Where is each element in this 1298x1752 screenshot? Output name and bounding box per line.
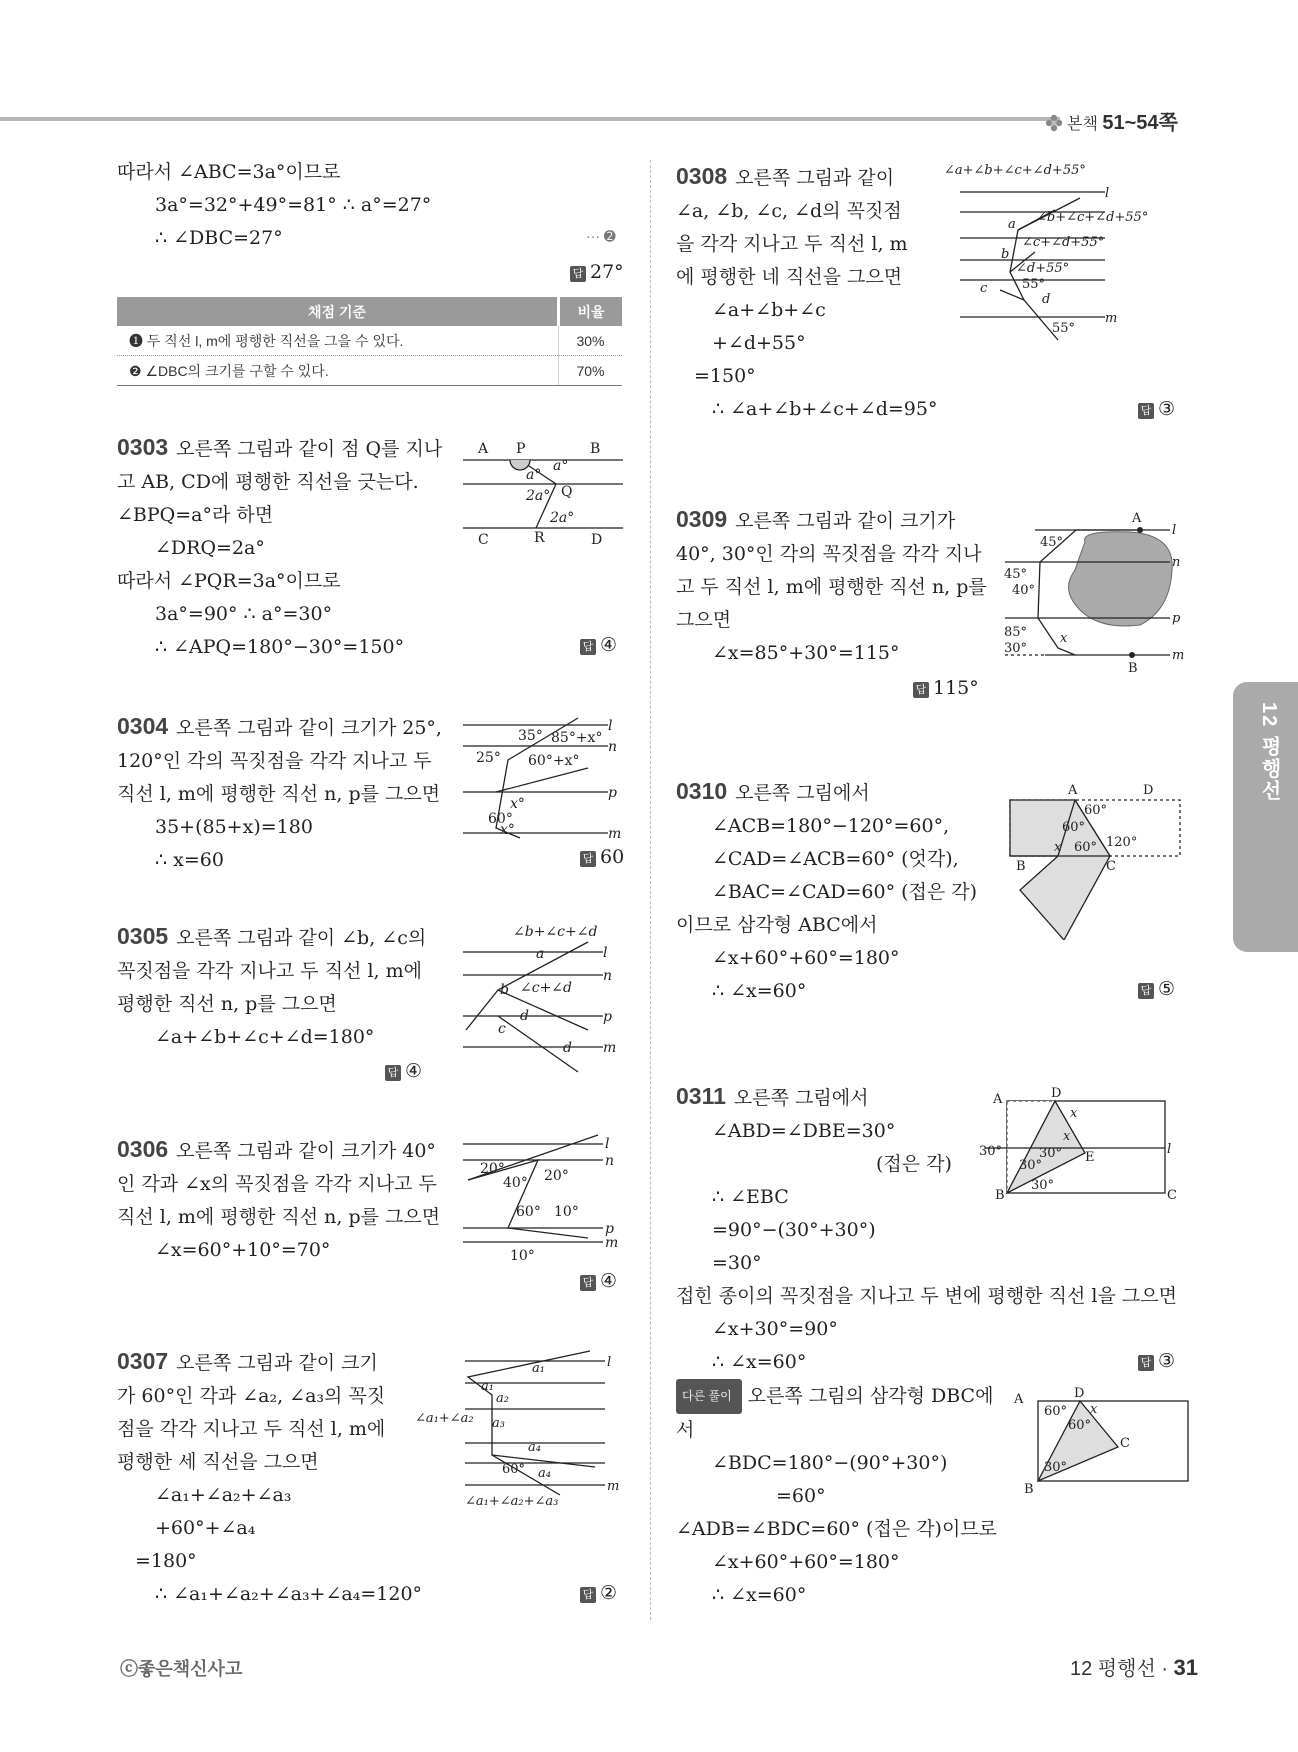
fig-label: a° bbox=[553, 458, 569, 474]
text-line: ∠CAD=∠ACB=60° (엇각), bbox=[712, 848, 959, 870]
problem-number: 0305 bbox=[117, 923, 169, 949]
problem-number: 0310 bbox=[676, 778, 728, 804]
text-line: ∠BPQ=a°라 하면 bbox=[117, 504, 274, 526]
text-line: 120°인 각의 꼭짓점을 각각 지나고 두 bbox=[117, 750, 432, 772]
fig-label: n bbox=[603, 968, 613, 984]
text-line: 3a°=90° ∴ a°=30° bbox=[155, 603, 333, 625]
text-line: 오른쪽 그림과 같이 bbox=[735, 167, 895, 189]
fig-label: C bbox=[1120, 1436, 1130, 1451]
fig-label: p bbox=[605, 1221, 614, 1237]
fig-label: D bbox=[1051, 1086, 1062, 1101]
answer-value: ③ bbox=[1158, 1350, 1176, 1372]
text-line: 고 두 직선 l, m에 평행한 직선 n, p를 bbox=[676, 576, 987, 598]
fig-label: 20° bbox=[544, 1168, 569, 1184]
figure-0311-main bbox=[975, 1085, 1190, 1205]
fig-label: A bbox=[1014, 1392, 1024, 1407]
column-divider bbox=[650, 160, 651, 1620]
fig-label: B bbox=[1128, 661, 1138, 676]
fig-label: 40° bbox=[1012, 583, 1036, 598]
fig-label: A bbox=[1068, 783, 1078, 798]
point-b bbox=[1129, 652, 1135, 658]
table-header-row bbox=[117, 297, 622, 326]
page-number: 31 bbox=[1173, 1655, 1199, 1680]
fig-label: 60°+x° bbox=[528, 753, 580, 769]
text-line: 서 bbox=[676, 1419, 695, 1441]
text-line: 이므로 삼각형 ABC에서 bbox=[676, 914, 878, 936]
fig-label: c bbox=[498, 1021, 506, 1037]
fig-label: 30° bbox=[1004, 641, 1028, 656]
fig-label: 2a° bbox=[526, 488, 551, 504]
fig-label: m bbox=[603, 1040, 617, 1056]
problem-number: 0308 bbox=[676, 163, 728, 189]
text-line: 고 AB, CD에 평행한 직선을 긋는다. bbox=[117, 471, 419, 493]
fig-label: B bbox=[1016, 859, 1026, 874]
fig-label: 30° bbox=[1039, 1146, 1063, 1161]
fig-label: 2a° bbox=[550, 510, 575, 526]
text-line: ∴ ∠x=60° bbox=[712, 1351, 807, 1373]
fig-label: a bbox=[536, 946, 545, 962]
fig-label: x° bbox=[500, 822, 515, 838]
fig-label: Q bbox=[561, 484, 573, 500]
text-line: 오른쪽 그림에서 bbox=[735, 782, 870, 804]
fig-label: a₄ bbox=[538, 1466, 551, 1481]
chapter-tab bbox=[1233, 682, 1298, 952]
text-line: ∠DRQ=2a° bbox=[155, 537, 265, 559]
table-cell: 70% bbox=[559, 356, 623, 386]
text-line: 직선 l, m에 평행한 직선 n, p를 그으면 bbox=[117, 783, 441, 805]
problem-0308-solution bbox=[676, 160, 937, 426]
answer-value: ③ bbox=[1158, 398, 1176, 420]
fig-label: a₃ bbox=[492, 1416, 505, 1431]
fig-label: d bbox=[563, 1040, 572, 1056]
text-line: +∠d+55° bbox=[712, 332, 806, 354]
answer-value: ② bbox=[600, 1582, 618, 1604]
fig-label: P bbox=[516, 441, 526, 457]
text-line: 평행한 직선 n, p를 그으면 bbox=[117, 993, 337, 1015]
answer-icon: 답 bbox=[570, 266, 586, 282]
fig-label: x bbox=[1063, 1129, 1071, 1144]
fig-label: D bbox=[1143, 783, 1154, 798]
answer-icon: 답 bbox=[580, 639, 596, 655]
fig-label: 60° bbox=[1044, 1404, 1068, 1419]
answer-0306 bbox=[580, 1270, 617, 1292]
text-line: ∠a+∠b+∠c bbox=[712, 299, 826, 321]
header-rule bbox=[0, 117, 1060, 121]
answer-icon: 답 bbox=[913, 682, 929, 698]
problem-number: 0309 bbox=[676, 506, 728, 532]
fig-label: 60° bbox=[1084, 803, 1108, 818]
answer-icon: 답 bbox=[385, 1065, 401, 1081]
text-line: 을 각각 지나고 두 직선 l, m bbox=[676, 233, 908, 255]
text-line: ∠x=60°+10°=70° bbox=[155, 1239, 331, 1261]
fig-label: 55° bbox=[1052, 321, 1076, 336]
fig-label: l bbox=[607, 1355, 612, 1370]
problem-0310-solution bbox=[676, 775, 977, 1008]
ref-prefix: 본책 bbox=[1067, 116, 1103, 133]
fig-label: 120° bbox=[1106, 835, 1138, 850]
answer-icon: 답 bbox=[580, 1275, 596, 1291]
table-header: 채점 기준 bbox=[117, 297, 559, 326]
text-line: =60° bbox=[776, 1485, 826, 1507]
text-line: ∴ ∠x=60° bbox=[712, 980, 807, 1002]
text-line: 오른쪽 그림과 같이 크기가 25°, bbox=[176, 717, 442, 739]
text-line: +60°+∠a₄ bbox=[155, 1517, 256, 1539]
text-line: 오른쪽 그림에서 bbox=[733, 1087, 869, 1109]
text-line: 오른쪽 그림과 같이 크기가 40° bbox=[176, 1140, 436, 1162]
fig-label: ∠b+∠c+∠d+55° bbox=[1036, 210, 1149, 225]
answer-0305 bbox=[385, 1060, 422, 1082]
text-line: 따라서 ∠PQR=3a°이므로 bbox=[117, 570, 341, 592]
answer-value: ⑤ bbox=[1158, 978, 1176, 1000]
step-marker: ··· ➋ bbox=[586, 228, 616, 244]
fig-label: A bbox=[1132, 511, 1142, 526]
fig-label: a° bbox=[526, 467, 542, 483]
text-line: ∠ABD=∠DBE=30° bbox=[712, 1120, 896, 1142]
fig-label: A bbox=[993, 1092, 1003, 1107]
fig-label: x bbox=[1090, 1402, 1098, 1417]
fig-label: ∠a+∠b+∠c+∠d+55° bbox=[944, 163, 1086, 178]
problem-number: 0307 bbox=[117, 1348, 169, 1374]
fig-label: C bbox=[478, 532, 489, 548]
text-line: 접힌 종이의 꼭짓점을 지나고 두 변에 평행한 직선 l을 그으면 bbox=[676, 1285, 1177, 1307]
table-row bbox=[117, 356, 622, 386]
problem-0309-solution bbox=[676, 503, 987, 670]
text-line: ∠a₁+∠a₂+∠a₃ bbox=[155, 1484, 292, 1506]
answer-0302 bbox=[570, 261, 624, 283]
text-line: 가 60°인 각과 ∠a₂, ∠a₃의 꼭짓 bbox=[117, 1385, 386, 1407]
flower-icon bbox=[1045, 114, 1063, 132]
fig-label: m bbox=[1105, 311, 1118, 326]
text-line: 3a°=32°+49°=81° ∴ a°=27° bbox=[155, 194, 432, 216]
fig-label: 60° bbox=[516, 1204, 541, 1220]
text-line: (접은 각) bbox=[876, 1153, 952, 1175]
figure-0308 bbox=[940, 160, 1180, 345]
problem-0303-solution bbox=[117, 431, 442, 664]
text-line: 40°, 30°인 각의 꼭짓점을 각각 지나 bbox=[676, 543, 982, 565]
fig-label: a₂ bbox=[496, 1391, 509, 1406]
fig-label: R bbox=[534, 530, 545, 546]
table-cell: 30% bbox=[559, 326, 623, 356]
fig-label: d bbox=[520, 1008, 529, 1024]
fig-label: l bbox=[1105, 186, 1110, 201]
page-reference bbox=[1045, 106, 1178, 135]
fig-label: l bbox=[1167, 1142, 1172, 1157]
problem-0305-solution bbox=[117, 920, 426, 1054]
fig-label: b bbox=[500, 982, 509, 998]
fig-label: 30° bbox=[1019, 1158, 1043, 1173]
fig-label: n bbox=[605, 1153, 615, 1169]
fig-label: m bbox=[607, 1479, 620, 1494]
text-line: 오른쪽 그림과 같이 점 Q를 지나 bbox=[176, 438, 443, 460]
fig-label: l bbox=[608, 718, 613, 734]
text-line: ∴ ∠x=60° bbox=[712, 1584, 807, 1606]
answer-icon: 답 bbox=[1138, 403, 1154, 419]
problem-number: 0304 bbox=[117, 713, 169, 739]
answer-value: ④ bbox=[405, 1060, 423, 1082]
text-line: ∠a, ∠b, ∠c, ∠d의 꼭짓점 bbox=[676, 200, 902, 222]
fig-label: C bbox=[1106, 859, 1116, 874]
text-line: ∠x=85°+30°=115° bbox=[712, 642, 900, 664]
fig-label: C bbox=[1167, 1188, 1177, 1203]
page-footer bbox=[1070, 1652, 1198, 1681]
fig-label: c bbox=[980, 281, 988, 296]
problem-number: 0303 bbox=[117, 434, 169, 460]
text-line: ∴ ∠DBC=27° bbox=[155, 227, 283, 249]
fig-label: ∠b+∠c+∠d bbox=[513, 924, 598, 940]
figure-0305 bbox=[458, 920, 628, 1080]
answer-value: 27° bbox=[590, 261, 624, 283]
text-line: =150° bbox=[694, 365, 756, 387]
fig-label: 85° bbox=[1004, 625, 1028, 640]
answer-icon: 답 bbox=[580, 851, 596, 867]
fig-label: 30° bbox=[1031, 1178, 1055, 1193]
fig-label: d bbox=[1042, 292, 1051, 307]
grading-table bbox=[117, 297, 622, 386]
text-line: =30° bbox=[712, 1252, 762, 1274]
problem-number: 0311 bbox=[676, 1083, 726, 1109]
fig-label: 45° bbox=[1040, 535, 1064, 550]
answer-0311 bbox=[1138, 1350, 1175, 1372]
fig-label: n bbox=[1172, 555, 1181, 570]
fig-label: 20° bbox=[480, 1161, 505, 1177]
fig-label: l bbox=[605, 1136, 610, 1152]
fig-label: x bbox=[1060, 631, 1068, 646]
table-row bbox=[117, 326, 622, 356]
figure-0306 bbox=[458, 1130, 628, 1270]
text-line: ∠BDC=180°−(90°+30°) bbox=[712, 1452, 948, 1474]
fig-label: 30° bbox=[1044, 1460, 1068, 1475]
text-line: ∠BAC=∠CAD=60° (접은 각) bbox=[712, 881, 978, 903]
alt-solution-badge: 다른 풀이 bbox=[676, 1379, 742, 1414]
fig-label: m bbox=[605, 1235, 619, 1251]
fig-label: A bbox=[478, 441, 489, 457]
text-line: ∴ x=60 bbox=[155, 849, 224, 871]
answer-0308 bbox=[1138, 398, 1175, 420]
fig-label: a₁ bbox=[532, 1361, 545, 1376]
fig-label: x bbox=[1070, 1106, 1078, 1121]
fig-label: ∠a₁+∠a₂ bbox=[415, 1411, 474, 1426]
problem-0304-solution bbox=[117, 710, 442, 877]
fig-label: 40° bbox=[503, 1175, 528, 1191]
text-line: ∠x+60°+60°=180° bbox=[712, 947, 900, 969]
text-line: 인 각과 ∠x의 꼭짓점을 각각 지나고 두 bbox=[117, 1173, 437, 1195]
text-line: ∴ ∠a₁+∠a₂+∠a₃+∠a₄=120° bbox=[155, 1583, 423, 1605]
shaded-region bbox=[1069, 532, 1173, 626]
point-a bbox=[1137, 527, 1143, 533]
figure-0304 bbox=[458, 710, 628, 840]
fig-label: 35° bbox=[518, 728, 543, 744]
problem-0302-solution bbox=[117, 156, 431, 255]
fig-label: 30° bbox=[979, 1144, 1003, 1159]
answer-value: ④ bbox=[600, 1270, 618, 1292]
text-line: ∠x+60°+60°=180° bbox=[712, 1551, 900, 1573]
fig-label: m bbox=[608, 826, 622, 840]
text-line: 직선 l, m에 평행한 직선 n, p를 그으면 bbox=[117, 1206, 441, 1228]
fig-label: 60° bbox=[502, 1462, 526, 1477]
text-line: 꼭짓점을 각각 지나고 두 직선 l, m에 bbox=[117, 960, 422, 982]
fig-label: 10° bbox=[554, 1204, 579, 1220]
fig-label: a₁ bbox=[481, 1379, 494, 1394]
answer-value: 115° bbox=[933, 677, 979, 699]
fig-label: 45° bbox=[1004, 567, 1028, 582]
fig-label: ∠c+∠d+55° bbox=[1022, 235, 1105, 250]
fig-label: x° bbox=[510, 796, 525, 812]
fig-label: ∠a₁+∠a₂+∠a₃ bbox=[465, 1494, 559, 1509]
figure-0307 bbox=[410, 1345, 630, 1510]
fig-label: l bbox=[1172, 523, 1177, 538]
fig-label: E bbox=[1085, 1150, 1095, 1165]
text-line: 오른쪽 그림과 같이 크기 bbox=[176, 1352, 378, 1374]
footer-chapter: 12 평행선 · bbox=[1070, 1658, 1174, 1680]
fig-label: 60° bbox=[1062, 820, 1086, 835]
fig-label: b bbox=[1001, 247, 1010, 262]
fig-label: a bbox=[1008, 217, 1016, 232]
text-line: 점을 각각 지나고 두 직선 l, m에 bbox=[117, 1418, 386, 1440]
text-line: ∠a+∠b+∠c+∠d=180° bbox=[155, 1026, 375, 1048]
fig-label: 85°+x° bbox=[551, 730, 603, 746]
text-line: =90°−(30°+30°) bbox=[712, 1219, 876, 1241]
text-line: 따라서 ∠ABC=3a°이므로 bbox=[117, 161, 341, 183]
problem-0306-solution bbox=[117, 1133, 440, 1267]
fig-label: B bbox=[590, 441, 601, 457]
text-line: 그으면 bbox=[676, 609, 732, 631]
problem-0307-solution bbox=[117, 1345, 422, 1611]
text-line: ∴ ∠APQ=180°−30°=150° bbox=[155, 636, 405, 658]
publisher-logo: ⓒ좋은책신사고 bbox=[120, 1659, 243, 1679]
table-cell: ❶ 두 직선 l, m에 평행한 직선을 그을 수 있다. bbox=[117, 326, 559, 356]
text-line: 평행한 세 직선을 그으면 bbox=[117, 1451, 319, 1473]
ref-range: 51~54쪽 bbox=[1102, 112, 1178, 134]
fig-label: B bbox=[995, 1188, 1005, 1203]
text-line: 오른쪽 그림과 같이 ∠b, ∠c의 bbox=[176, 927, 427, 949]
text-line: 오른쪽 그림의 삼각형 DBC에 bbox=[747, 1385, 994, 1407]
fig-label: 60° bbox=[488, 811, 513, 827]
text-line: ∠ADB=∠BDC=60° (접은 각)이므로 bbox=[676, 1518, 998, 1540]
text-line: 오른쪽 그림과 같이 크기가 bbox=[735, 510, 956, 532]
fig-label: p bbox=[608, 785, 617, 801]
answer-value: ④ bbox=[600, 634, 618, 656]
fig-label: 10° bbox=[510, 1248, 535, 1264]
text-line: =180° bbox=[135, 1550, 197, 1572]
answer-icon: 답 bbox=[580, 1587, 596, 1603]
fig-label: l bbox=[603, 945, 608, 961]
answer-0303 bbox=[580, 634, 617, 656]
fig-label: D bbox=[591, 532, 603, 548]
fig-label: ∠d+55° bbox=[1016, 261, 1070, 276]
fig-label: m bbox=[1172, 648, 1185, 663]
answer-0309 bbox=[913, 677, 979, 699]
fig-label: a₄ bbox=[528, 1440, 541, 1455]
text-line: 에 평행한 네 직선을 그으면 bbox=[676, 266, 903, 288]
figure-0311-alt bbox=[1010, 1385, 1190, 1505]
fig-label: 25° bbox=[476, 750, 501, 766]
figure-0309 bbox=[1000, 510, 1200, 680]
fig-label: 55° bbox=[1022, 277, 1046, 292]
chapter-tab-label: 12 평행선 bbox=[1258, 702, 1280, 802]
fig-label: ∠c+∠d bbox=[520, 980, 572, 996]
table-cell: ❷ ∠DBC의 크기를 구할 수 있다. bbox=[117, 356, 559, 386]
fig-label: x bbox=[1054, 840, 1062, 855]
fig-label: B bbox=[1024, 1482, 1034, 1497]
answer-value: 60 bbox=[600, 846, 625, 868]
answer-0310 bbox=[1138, 978, 1175, 1000]
figure-0310 bbox=[1000, 780, 1190, 940]
answer-icon: 답 bbox=[1138, 1355, 1154, 1371]
answer-0307 bbox=[580, 1582, 617, 1604]
answer-icon: 답 bbox=[1138, 983, 1154, 999]
text-line: ∴ ∠EBC bbox=[712, 1186, 789, 1208]
text-line: ∴ ∠a+∠b+∠c+∠d=95° bbox=[712, 398, 938, 420]
fig-label: p bbox=[1172, 611, 1181, 626]
answer-0304 bbox=[580, 846, 624, 868]
text-line: 35+(85+x)=180 bbox=[155, 816, 313, 838]
fig-label: n bbox=[608, 739, 618, 755]
figure-0303 bbox=[458, 438, 628, 548]
text-line: ∠ACB=180°−120°=60°, bbox=[712, 815, 950, 837]
text-line: ∠x+30°=90° bbox=[712, 1318, 838, 1340]
table-header: 비율 bbox=[559, 297, 623, 326]
problem-number: 0306 bbox=[117, 1136, 169, 1162]
fig-label: p bbox=[603, 1009, 612, 1025]
fig-label: 60° bbox=[1074, 840, 1098, 855]
fig-label: 60° bbox=[1068, 1418, 1092, 1433]
fig-label: D bbox=[1074, 1386, 1085, 1401]
